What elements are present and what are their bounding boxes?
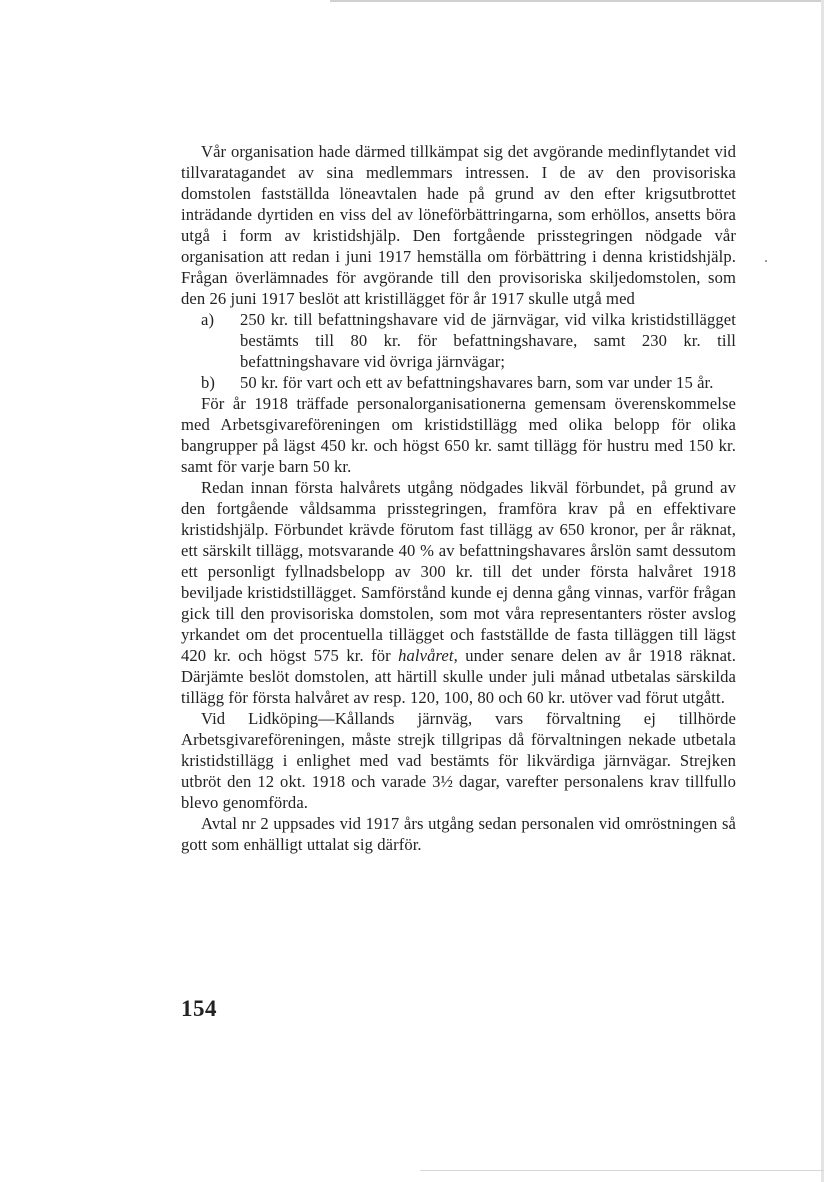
scan-speck (765, 260, 767, 262)
scan-edge-bottom (420, 1170, 824, 1171)
paragraph-intro: Vår organisation hade därmed tillkämpat sig det avgörande medinflytandet vid tillvaratagandet av sina medlemmars intressen. I de av den provisoriska domstolen fastställda löneavtalen hade på grund av den efter krigsutbrottet inträdande dyrtiden en viss del av löneförbättringarna, som erhöllos, ansetts böra utgå i form av kristidshjälp. Den fortgående prisstegringen nödgade vår organisation att redan i juni 1917 hemställa om förbättring i denna kristidshjälp. Frågan överlämnades för avgörande till den provisoriska skiljedomstolen, som den 26 juni 1917 beslöt att kristillägget för år 1917 skulle utgå med (181, 142, 736, 308)
paragraph-lidkoping: Vid Lidköping—Kållands järnväg, vars förvaltning ej tillhörde Arbetsgivareföreningen, måste strejk tillgripas då förvaltningen nekade utbetala kristidstillägg i enlighet med vad bestämts för likvärdiga järnvägar. Strejken utbröt den 12 okt. 1918 och varade 3½ dagar, varefter personalens krav tillfullo blevo genomförda. (181, 709, 736, 812)
allowance-list (181, 309, 736, 393)
paragraph-avtal: Avtal nr 2 uppsades vid 1917 års utgång sedan personalen vid omröstningen så gott som enhälligt uttalat sig därför. (181, 814, 736, 854)
list-marker: b) (201, 373, 216, 392)
paragraph-redan (181, 477, 736, 708)
body-text (181, 141, 736, 855)
list-item (181, 372, 736, 393)
list-item (181, 309, 736, 372)
list-marker: a) (201, 310, 215, 329)
paragraph-1918: För år 1918 träffade personalorganisationerna gemensam överenskommelse med Arbetsgivareföreningen om kristidstillägg med olika belopp för olika bangrupper på lägst 450 kr. och högst 650 kr. samt tillägg för hustru med 150 kr. samt för varje barn 50 kr. (181, 394, 736, 476)
emphasis-halvaret: halvåret, (398, 646, 458, 665)
paragraph-redan-part-1: Redan innan första halvårets utgång nödgades likväl förbundet, på grund av den fortgående våldsamma prisstegringen, framföra krav på en effektivare kristidshjälp. Förbundet krävde förutom fast tillägg av 650 kronor, per år räknat, ett särskilt tillägg, motsvarande 40 % av befattningshavares årslön samt dessutom ett personligt fyllnadsbelopp av 300 kr. till det under första halvåret 1918 beviljade kristidstillägget. Samförstånd kunde ej denna gång vinnas, varför frågan gick till den provisoriska domstolen, som mot våra representanters röster avslog yrkandet om det procentuella tillägget och fastställde de fasta tilläggen till lägst 420 kr. och högst 575 kr. för (181, 478, 736, 665)
list-item-text: 250 kr. till befattningshavare vid de järnvägar, vid vilka kristidstillägget bestämts till 80 kr. för befattningshavare, samt 230 kr. till befattningshavare vid övriga järnvägar; (240, 310, 736, 371)
list-item-text: 50 kr. för vart och ett av befattningshavares barn, som var under 15 år. (240, 373, 714, 392)
scan-edge-top (330, 0, 824, 2)
page-number: 154 (181, 996, 217, 1021)
paragraph-redan-part-2: under senare delen av år 1918 räknat. Därjämte beslöt domstolen, att härtill skulle under juli månad utbetalas särskilda tillägg för första halvåret av resp. 120, 100, 80 och 60 kr. utöver vad förut utgått. (181, 646, 736, 707)
